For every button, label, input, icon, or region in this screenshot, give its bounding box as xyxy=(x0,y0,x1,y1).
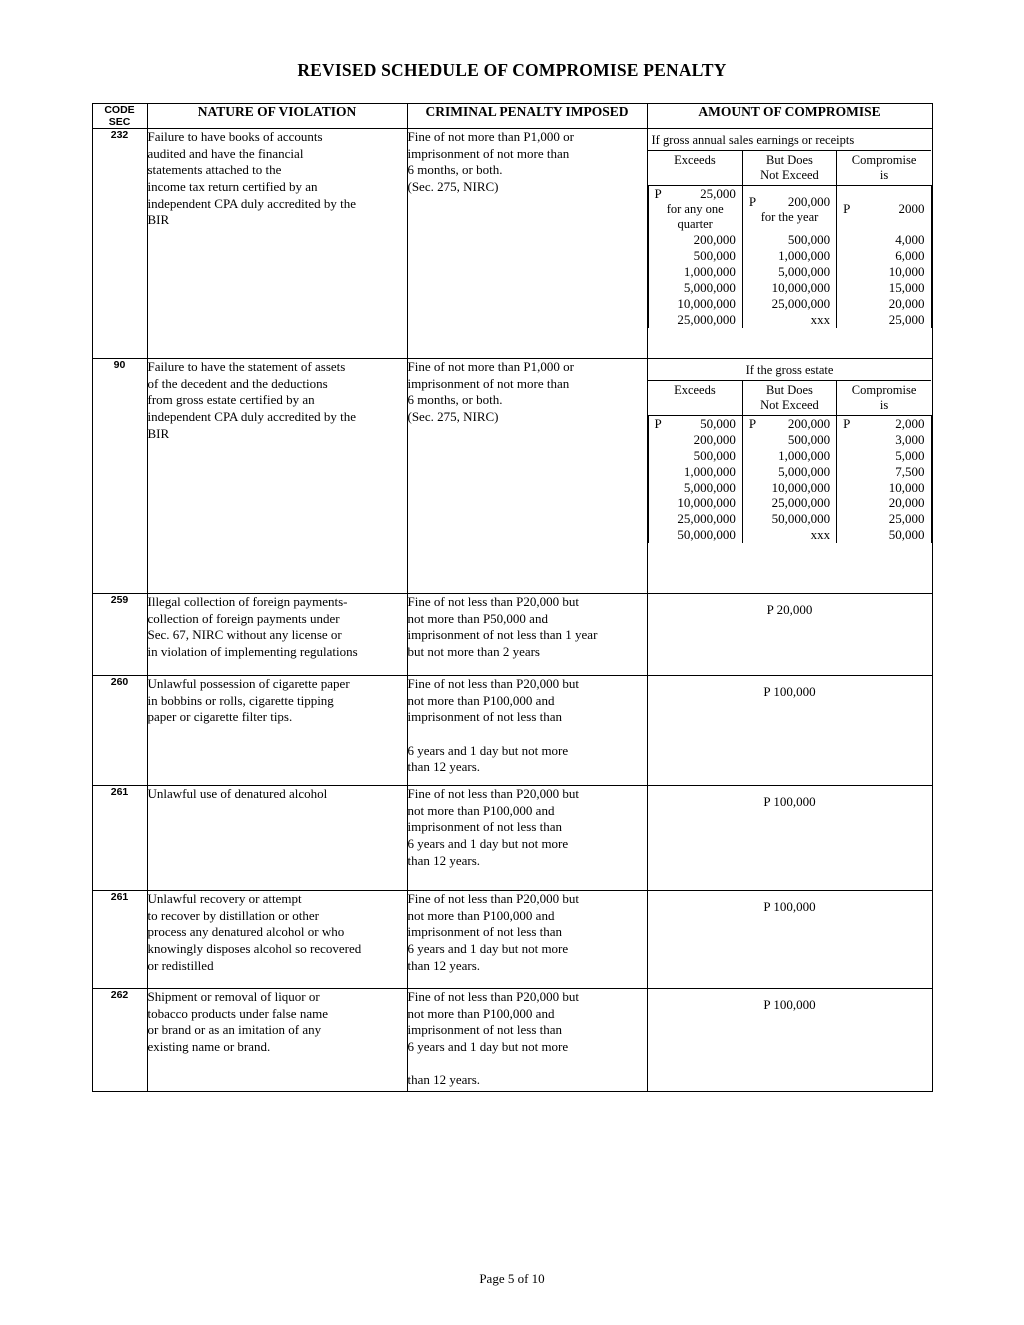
bracket-not-exceed-value: P 200,000 for the year xyxy=(742,186,836,233)
table-row xyxy=(92,129,932,359)
cell-criminal-penalty: Fine of not less than P20,000 but not more than P50,000 and imprisonment of not less than 1 year but not more than 2 years xyxy=(407,594,647,676)
bracket-not-exceed-value: 25,000,000 xyxy=(742,495,836,511)
cell-nature-of-violation: Unlawful possession of cigarette paper in bobbins or rolls, cigarette tipping paper or cigarette filter tips. xyxy=(147,676,407,786)
column-header-nature: NATURE OF VIOLATION xyxy=(147,104,407,129)
bracket-header-compromise: Compromise is xyxy=(837,381,931,416)
bracket-not-exceed-value: 10,000,000 xyxy=(742,480,836,496)
bracket-exceeds-value: 1,000,000 xyxy=(648,264,742,280)
compromise-bracket-table xyxy=(648,150,932,328)
bracket-compromise-value: 25,000 xyxy=(837,312,931,328)
compromise-bracket-caption: If gross annual sales earnings or receipts xyxy=(651,133,855,148)
cell-code-sec: 262 xyxy=(92,989,147,1092)
cell-criminal-penalty: Fine of not less than P20,000 but not more than P100,000 and imprisonment of not less than 6 years and 1 day but not more than 12 years. xyxy=(407,676,647,786)
bracket-not-exceed-value: xxx xyxy=(742,527,836,543)
column-header-amount: AMOUNT OF COMPROMISE xyxy=(647,104,932,129)
bracket-compromise-value: 10,000 xyxy=(837,480,931,496)
bracket-header-exceeds: Exceeds xyxy=(648,151,742,186)
bracket-compromise-value: 6,000 xyxy=(837,248,931,264)
bracket-compromise-value: 20,000 xyxy=(837,296,931,312)
page-footer: Page 5 of 10 xyxy=(479,1271,545,1286)
bracket-exceeds-value: 5,000,000 xyxy=(648,280,742,296)
bracket-not-exceed-value: 500,000 xyxy=(742,432,836,448)
bracket-row xyxy=(648,186,931,233)
cell-code-sec: 259 xyxy=(92,594,147,676)
bracket-compromise-value: 3,000 xyxy=(837,432,931,448)
table-row xyxy=(92,359,932,594)
bracket-row xyxy=(648,312,931,328)
bracket-compromise-value: P 2000 xyxy=(837,186,931,233)
cell-code-sec: 232 xyxy=(92,129,147,359)
bracket-exceeds-value: 500,000 xyxy=(648,248,742,264)
code-head-line1: CODE xyxy=(104,104,135,116)
cell-amount-of-compromise xyxy=(647,676,932,786)
cell-code-sec: 261 xyxy=(92,891,147,989)
bracket-exceeds-value: 25,000,000 xyxy=(648,312,742,328)
bracket-exceeds-value: 1,000,000 xyxy=(648,464,742,480)
bracket-row xyxy=(648,448,931,464)
bracket-row xyxy=(648,416,931,432)
bracket-not-exceed-value: 50,000,000 xyxy=(742,511,836,527)
bracket-exceeds-value: P 25,000 for any one quarter xyxy=(648,186,742,233)
bracket-compromise-value: 7,500 xyxy=(837,464,931,480)
cell-amount-of-compromise xyxy=(647,359,932,594)
bracket-compromise-value: P 2,000 xyxy=(837,416,931,432)
bracket-row xyxy=(648,527,931,543)
table-header xyxy=(92,104,932,129)
bracket-not-exceed-value: P 200,000 xyxy=(742,416,836,432)
cell-nature-of-violation: Unlawful recovery or attempt to recover by distillation or other process any denatured alcohol or who knowingly disposes alcohol so recovered or redistilled xyxy=(147,891,407,989)
cell-nature-of-violation: Unlawful use of denatured alcohol xyxy=(147,786,407,891)
cell-criminal-penalty: Fine of not less than P20,000 but not more than P100,000 and imprisonment of not less than 6 years and 1 day but not more than 12 years. xyxy=(407,786,647,891)
bracket-row xyxy=(648,248,931,264)
compromise-amount-value: P 100,000 xyxy=(763,794,816,810)
cell-criminal-penalty: Fine of not less than P20,000 but not more than P100,000 and imprisonment of not less than 6 years and 1 day but not more than 12 years. xyxy=(407,891,647,989)
bracket-not-exceed-value: 5,000,000 xyxy=(742,264,836,280)
bracket-exceeds-value: 200,000 xyxy=(648,432,742,448)
bracket-compromise-value: 25,000 xyxy=(837,511,931,527)
compromise-amount-value: P 100,000 xyxy=(763,899,816,915)
cell-code-sec: 90 xyxy=(92,359,147,594)
bracket-row xyxy=(648,264,931,280)
bracket-header-compromise: Compromise is xyxy=(837,151,931,186)
bracket-exceeds-value: 500,000 xyxy=(648,448,742,464)
cell-nature-of-violation: Failure to have the statement of assets of the decedent and the deductions from gross estate certified by an independent CPA duly accredited by the BIR xyxy=(147,359,407,594)
bracket-exceeds-value: 5,000,000 xyxy=(648,480,742,496)
compromise-amount-value: P 100,000 xyxy=(763,997,816,1013)
bracket-compromise-value: 10,000 xyxy=(837,264,931,280)
table-row xyxy=(92,786,932,891)
column-header-code xyxy=(92,104,147,129)
bracket-not-exceed-value: 10,000,000 xyxy=(742,280,836,296)
bracket-row xyxy=(648,464,931,480)
bracket-header-not-exceed: But Does Not Exceed xyxy=(742,151,836,186)
bracket-exceeds-value: P 50,000 xyxy=(648,416,742,432)
cell-nature-of-violation: Shipment or removal of liquor or tobacco products under false name or brand or as an imitation of any existing name or brand. xyxy=(147,989,407,1092)
cell-criminal-penalty: Fine of not more than P1,000 or imprisonment of not more than 6 months, or both. (Sec. 275, NIRC) xyxy=(407,129,647,359)
bracket-exceeds-value: 10,000,000 xyxy=(648,296,742,312)
cell-code-sec: 260 xyxy=(92,676,147,786)
table-row xyxy=(92,989,932,1092)
bracket-header-exceeds: Exceeds xyxy=(648,381,742,416)
cell-amount-of-compromise xyxy=(647,891,932,989)
table-row xyxy=(92,891,932,989)
bracket-exceeds-value: 25,000,000 xyxy=(648,511,742,527)
cell-nature-of-violation: Failure to have books of accounts audited and have the financial statements attached to the income tax return certified by an independent CPA duly accredited by the BIR xyxy=(147,129,407,359)
cell-code-sec: 261 xyxy=(92,786,147,891)
table-row xyxy=(92,676,932,786)
bracket-exceeds-value: 10,000,000 xyxy=(648,495,742,511)
code-head-line2: SEC xyxy=(108,116,131,129)
bracket-compromise-value: 5,000 xyxy=(837,448,931,464)
bracket-row xyxy=(648,480,931,496)
bracket-row xyxy=(648,232,931,248)
compromise-amount-value: P 100,000 xyxy=(763,684,816,700)
bracket-row xyxy=(648,495,931,511)
bracket-not-exceed-value: 500,000 xyxy=(742,232,836,248)
bracket-compromise-value: 4,000 xyxy=(837,232,931,248)
bracket-row xyxy=(648,511,931,527)
bracket-exceeds-value: 50,000,000 xyxy=(648,527,742,543)
cell-amount-of-compromise xyxy=(647,594,932,676)
cell-amount-of-compromise xyxy=(647,786,932,891)
cell-amount-of-compromise xyxy=(647,989,932,1092)
bracket-not-exceed-value: 5,000,000 xyxy=(742,464,836,480)
bracket-compromise-value: 20,000 xyxy=(837,495,931,511)
cell-criminal-penalty: Fine of not less than P20,000 but not more than P100,000 and imprisonment of not less than 6 years and 1 day but not more than 12 years. xyxy=(407,989,647,1092)
compromise-penalty-table xyxy=(92,103,933,1092)
compromise-bracket-table xyxy=(648,380,932,543)
bracket-row xyxy=(648,432,931,448)
page-title: REVISED SCHEDULE OF COMPROMISE PENALTY xyxy=(297,60,727,80)
table-row xyxy=(92,594,932,676)
bracket-row xyxy=(648,296,931,312)
cell-criminal-penalty: Fine of not more than P1,000 or imprisonment of not more than 6 months, or both. (Sec. 275, NIRC) xyxy=(407,359,647,594)
column-header-penalty: CRIMINAL PENALTY IMPOSED xyxy=(407,104,647,129)
bracket-compromise-value: 15,000 xyxy=(837,280,931,296)
bracket-not-exceed-value: 1,000,000 xyxy=(742,248,836,264)
cell-amount-of-compromise xyxy=(647,129,932,359)
compromise-amount-value: P 20,000 xyxy=(766,602,813,618)
bracket-compromise-value: 50,000 xyxy=(837,527,931,543)
compromise-bracket-caption: If the gross estate xyxy=(745,363,834,378)
cell-nature-of-violation: Illegal collection of foreign payments- collection of foreign payments under Sec. 67, NIRC without any license or in violation of implementing regulations xyxy=(147,594,407,676)
table-body xyxy=(92,129,932,1092)
bracket-not-exceed-value: 25,000,000 xyxy=(742,296,836,312)
bracket-not-exceed-value: 1,000,000 xyxy=(742,448,836,464)
bracket-header-not-exceed: But Does Not Exceed xyxy=(742,381,836,416)
bracket-not-exceed-value: xxx xyxy=(742,312,836,328)
bracket-exceeds-value: 200,000 xyxy=(648,232,742,248)
bracket-row xyxy=(648,280,931,296)
